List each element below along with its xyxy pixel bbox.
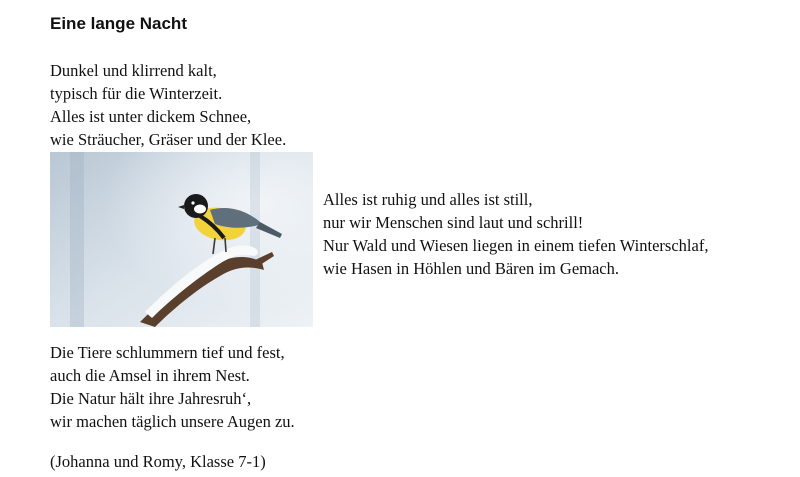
poem-line: auch die Amsel in ihrem Nest.	[50, 366, 250, 385]
stanza-1	[50, 59, 286, 151]
poem-line: Alles ist ruhig und alles ist still,	[323, 190, 533, 209]
poem-line: Nur Wald und Wiesen liegen in einem tiefen Winterschlaf,	[323, 236, 709, 255]
stanza-2	[323, 188, 708, 280]
poem-line: Alles ist unter dickem Schnee,	[50, 107, 252, 126]
poem-line: Dunkel und klirrend kalt,	[50, 61, 217, 80]
poem-line: wie Hasen in Höhlen und Bären im Gemach.	[323, 259, 620, 278]
poem-line: wie Sträucher, Gräser und der Klee.	[50, 130, 287, 149]
poem-line: Die Natur hält ihre Jahresruh‘,	[50, 389, 252, 408]
poem-line: Die Tiere schlummern tief und fest,	[50, 343, 285, 362]
poem-line: nur wir Menschen sind laut und schrill!	[323, 213, 584, 232]
poem-line: wir machen täglich unsere Augen zu.	[50, 412, 295, 431]
bird-on-snowy-branch-image	[50, 152, 313, 327]
poem-line: typisch für die Winterzeit.	[50, 84, 223, 103]
poem-title: Eine lange Nacht	[50, 14, 187, 33]
stanza-3	[50, 341, 295, 433]
author-credit: (Johanna und Romy, Klasse 7-1)	[50, 452, 266, 471]
